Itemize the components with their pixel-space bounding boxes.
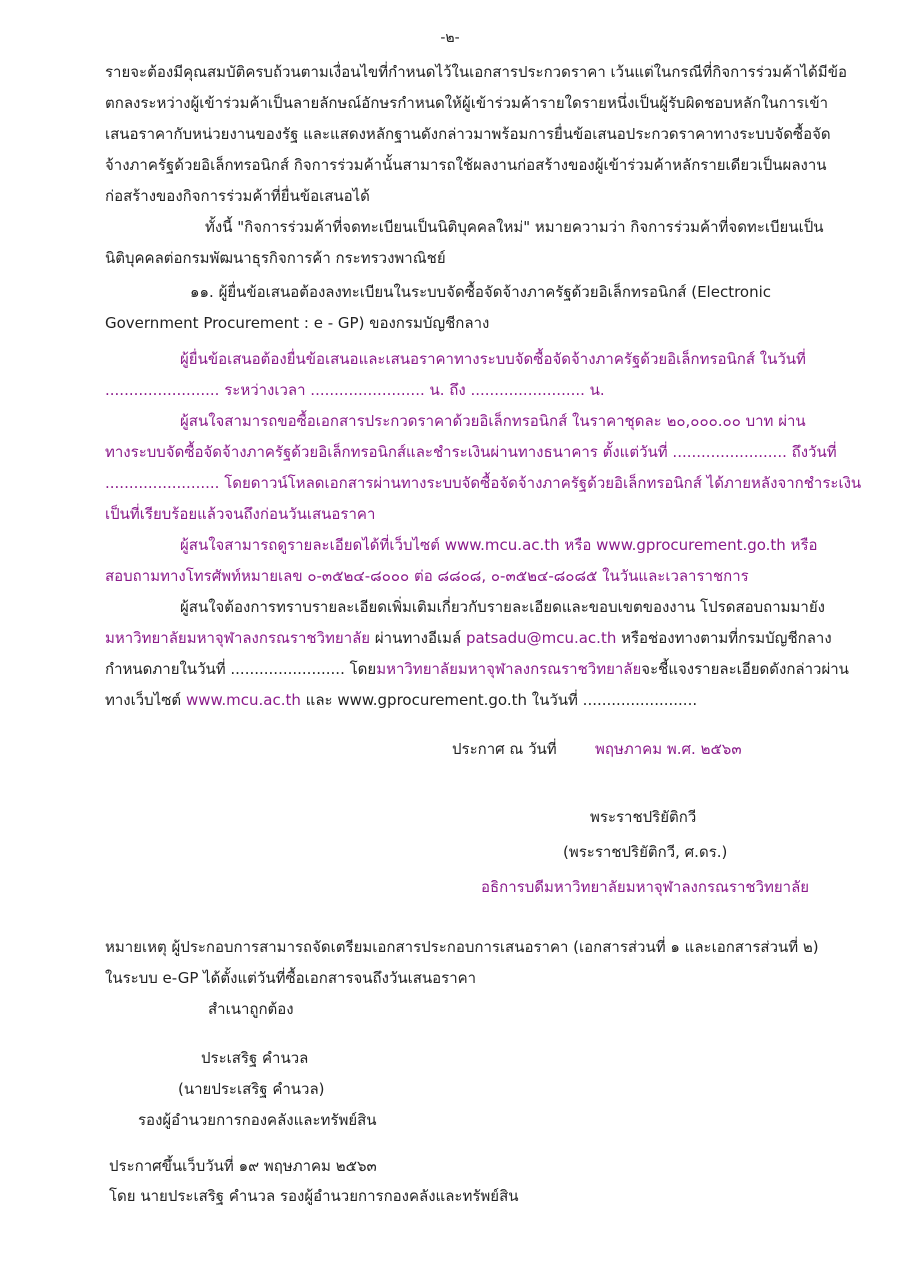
- para1-line3: เสนอราคากับหน่วยงานของรัฐ และแสดงหลักฐานดังกล่าวมาพร้อมการยื่นข้อเสนอประกวดราคาทางระบบจัดซื้อจัด: [105, 125, 831, 143]
- university-name: มหาวิทยาลัยมหาจุฬาลงกรณราชวิทยาลัย: [105, 629, 371, 647]
- para1-line1: รายจะต้องมีคุณสมบัติครบถ้วนตามเงื่อนไขที่กำหนดไว้ในเอกสารประกวดราคา เว้นแต่ในกรณีที่กิจการร่วมค้าได้มีข้อ: [105, 63, 847, 81]
- para7-line3: [105, 659, 849, 679]
- clarify-text: จะชี้แจงรายละเอียดดังกล่าวผ่าน: [641, 660, 849, 678]
- certified-position: รองผู้อำนวยการกองคลังและทรัพย์สิน: [138, 1111, 377, 1129]
- page-number: -๒-: [440, 30, 460, 46]
- certified-label: สำเนาถูกต้อง: [208, 1000, 294, 1018]
- signer-full-name: (พระราชปริยัติกวี, ศ.ดร.): [563, 843, 728, 861]
- para3-line2: Government Procurement : e - GP) ของกรมบัญชีกลาง: [105, 314, 490, 332]
- para2-line1: ทั้งนี้ "กิจการร่วมค้าที่จดทะเบียนเป็นนิติบุคคลใหม่" หมายความว่า กิจการร่วมค้าที่จดทะเบียนเป็น: [205, 218, 824, 236]
- para1-line5: ก่อสร้างของกิจการร่วมค้าที่ยื่นข้อเสนอได้: [105, 187, 370, 205]
- announce-date: พฤษภาคม พ.ศ. ๒๕๖๓: [595, 740, 742, 758]
- website-intro: ทางเว็บไซต์: [105, 691, 186, 709]
- announce-label: ประกาศ ณ วันที่: [452, 740, 557, 758]
- para5-line2: ทางระบบจัดซื้อจัดจ้างภาครัฐด้วยอิเล็กทรอนิกส์และชำระเงินผ่านทางธนาคาร ตั้งแต่วันที่ ........................ ถึงวันที่: [105, 443, 837, 461]
- university-name-2: มหาวิทยาลัยมหาจุฬาลงกรณราชวิทยาลัย: [376, 660, 642, 678]
- posted-line1: ประกาศขึ้นเว็บวันที่ ๑๙ พฤษภาคม ๒๕๖๓: [109, 1157, 377, 1175]
- signer-position: อธิการบดีมหาวิทยาลัยมหาจุฬาลงกรณราชวิทยาลัย: [481, 878, 810, 896]
- note-line2: ในระบบ e-GP ได้ตั้งแต่วันที่ซื้อเอกสารจนถึงวันเสนอราคา: [105, 969, 477, 987]
- email-intro: ผ่านทางอีเมล์: [370, 629, 466, 647]
- para7-line1: ผู้สนใจต้องการทราบรายละเอียดเพิ่มเติมเกี่ยวกับรายละเอียดและขอบเขตของงาน โปรดสอบถามมายัง: [180, 598, 825, 616]
- para3-line1: ๑๑. ผู้ยื่นข้อเสนอต้องลงทะเบียนในระบบจัดซื้อจัดจ้างภาครัฐด้วยอิเล็กทรอนิกส์ (Electronic: [190, 283, 772, 301]
- deadline-text: กำหนดภายในวันที่ ........................ โดย: [105, 660, 377, 678]
- para5-line1: ผู้สนใจสามารถขอซื้อเอกสารประกวดราคาด้วยอิเล็กทรอนิกส์ ในราคาชุดละ ๒๐,๐๐๐.๐๐ บาท ผ่าน: [180, 412, 806, 430]
- para7-line4: [105, 690, 697, 710]
- para6-line1: ผู้สนใจสามารถดูรายละเอียดได้ที่เว็บไซต์ www.mcu.ac.th หรือ www.gprocurement.go.th หรือ: [180, 536, 818, 554]
- para1-line4: จ้างภาครัฐด้วยอิเล็กทรอนิกส์ กิจการร่วมค้านั้นสามารถใช้ผลงานก่อสร้างของผู้เข้าร่วมค้าหลักรายเดียวเป็นผลงาน: [105, 156, 827, 174]
- note-line1: หมายเหตุ ผู้ประกอบการสามารถจัดเตรียมเอกสารประกอบการเสนอราคา (เอกสารส่วนที่ ๑ และเอกสารส่วนที่ ๒): [105, 938, 819, 956]
- para1-line2: ตกลงระหว่างผู้เข้าร่วมค้าเป็นลายลักษณ์อักษรกำหนดให้ผู้เข้าร่วมค้ารายใดรายหนึ่งเป็นผู้รับผิดชอบหลักในการเข้า: [105, 94, 829, 112]
- para5-line3: ........................ โดยดาวน์โหลดเอกสารผ่านทางระบบจัดซื้อจัดจ้างภาครัฐด้วยอิเล็กทรอนิกส์ ได้ภายหลังจากชำระเงิน: [105, 474, 862, 492]
- para6-line2: สอบถามทางโทรศัพท์หมายเลข ๐-๓๕๒๔-๘๐๐๐ ต่อ ๘๘๐๘, ๐-๓๕๒๔-๘๐๘๕ ในวันและเวลาราชการ: [105, 567, 749, 585]
- para7-line2: [105, 628, 832, 648]
- certified-name: ประเสริฐ คำนวล: [201, 1049, 309, 1067]
- signer-name: พระราชปริยัติกวี: [590, 808, 697, 826]
- posted-line2: โดย นายประเสริฐ คำนวล รองผู้อำนวยการกองคลังและทรัพย์สิน: [109, 1187, 519, 1205]
- website-rest: และ www.gprocurement.go.th ในวันที่ ........................: [300, 691, 698, 709]
- email-rest: หรือช่องทางตามที่กรมบัญชีกลาง: [616, 629, 832, 647]
- mcu-website-link[interactable]: www.mcu.ac.th: [185, 691, 301, 709]
- para2-line2: นิติบุคคลต่อกรมพัฒนาธุรกิจการค้า กระทรวงพาณิชย์: [105, 249, 446, 267]
- para5-line4: เป็นที่เรียบร้อยแล้วจนถึงก่อนวันเสนอราคา: [105, 505, 376, 523]
- para4-line2: ........................ ระหว่างเวลา ........................ น. ถึง ........................ น.: [105, 381, 605, 399]
- email-link[interactable]: patsadu@mcu.ac.th: [465, 629, 617, 647]
- para4-line1: ผู้ยื่นข้อเสนอต้องยื่นข้อเสนอและเสนอราคาทางระบบจัดซื้อจัดจ้างภาครัฐด้วยอิเล็กทรอนิกส์ ในวันที่: [180, 350, 806, 368]
- certified-full-name: (นายประเสริฐ คำนวล): [178, 1080, 325, 1098]
